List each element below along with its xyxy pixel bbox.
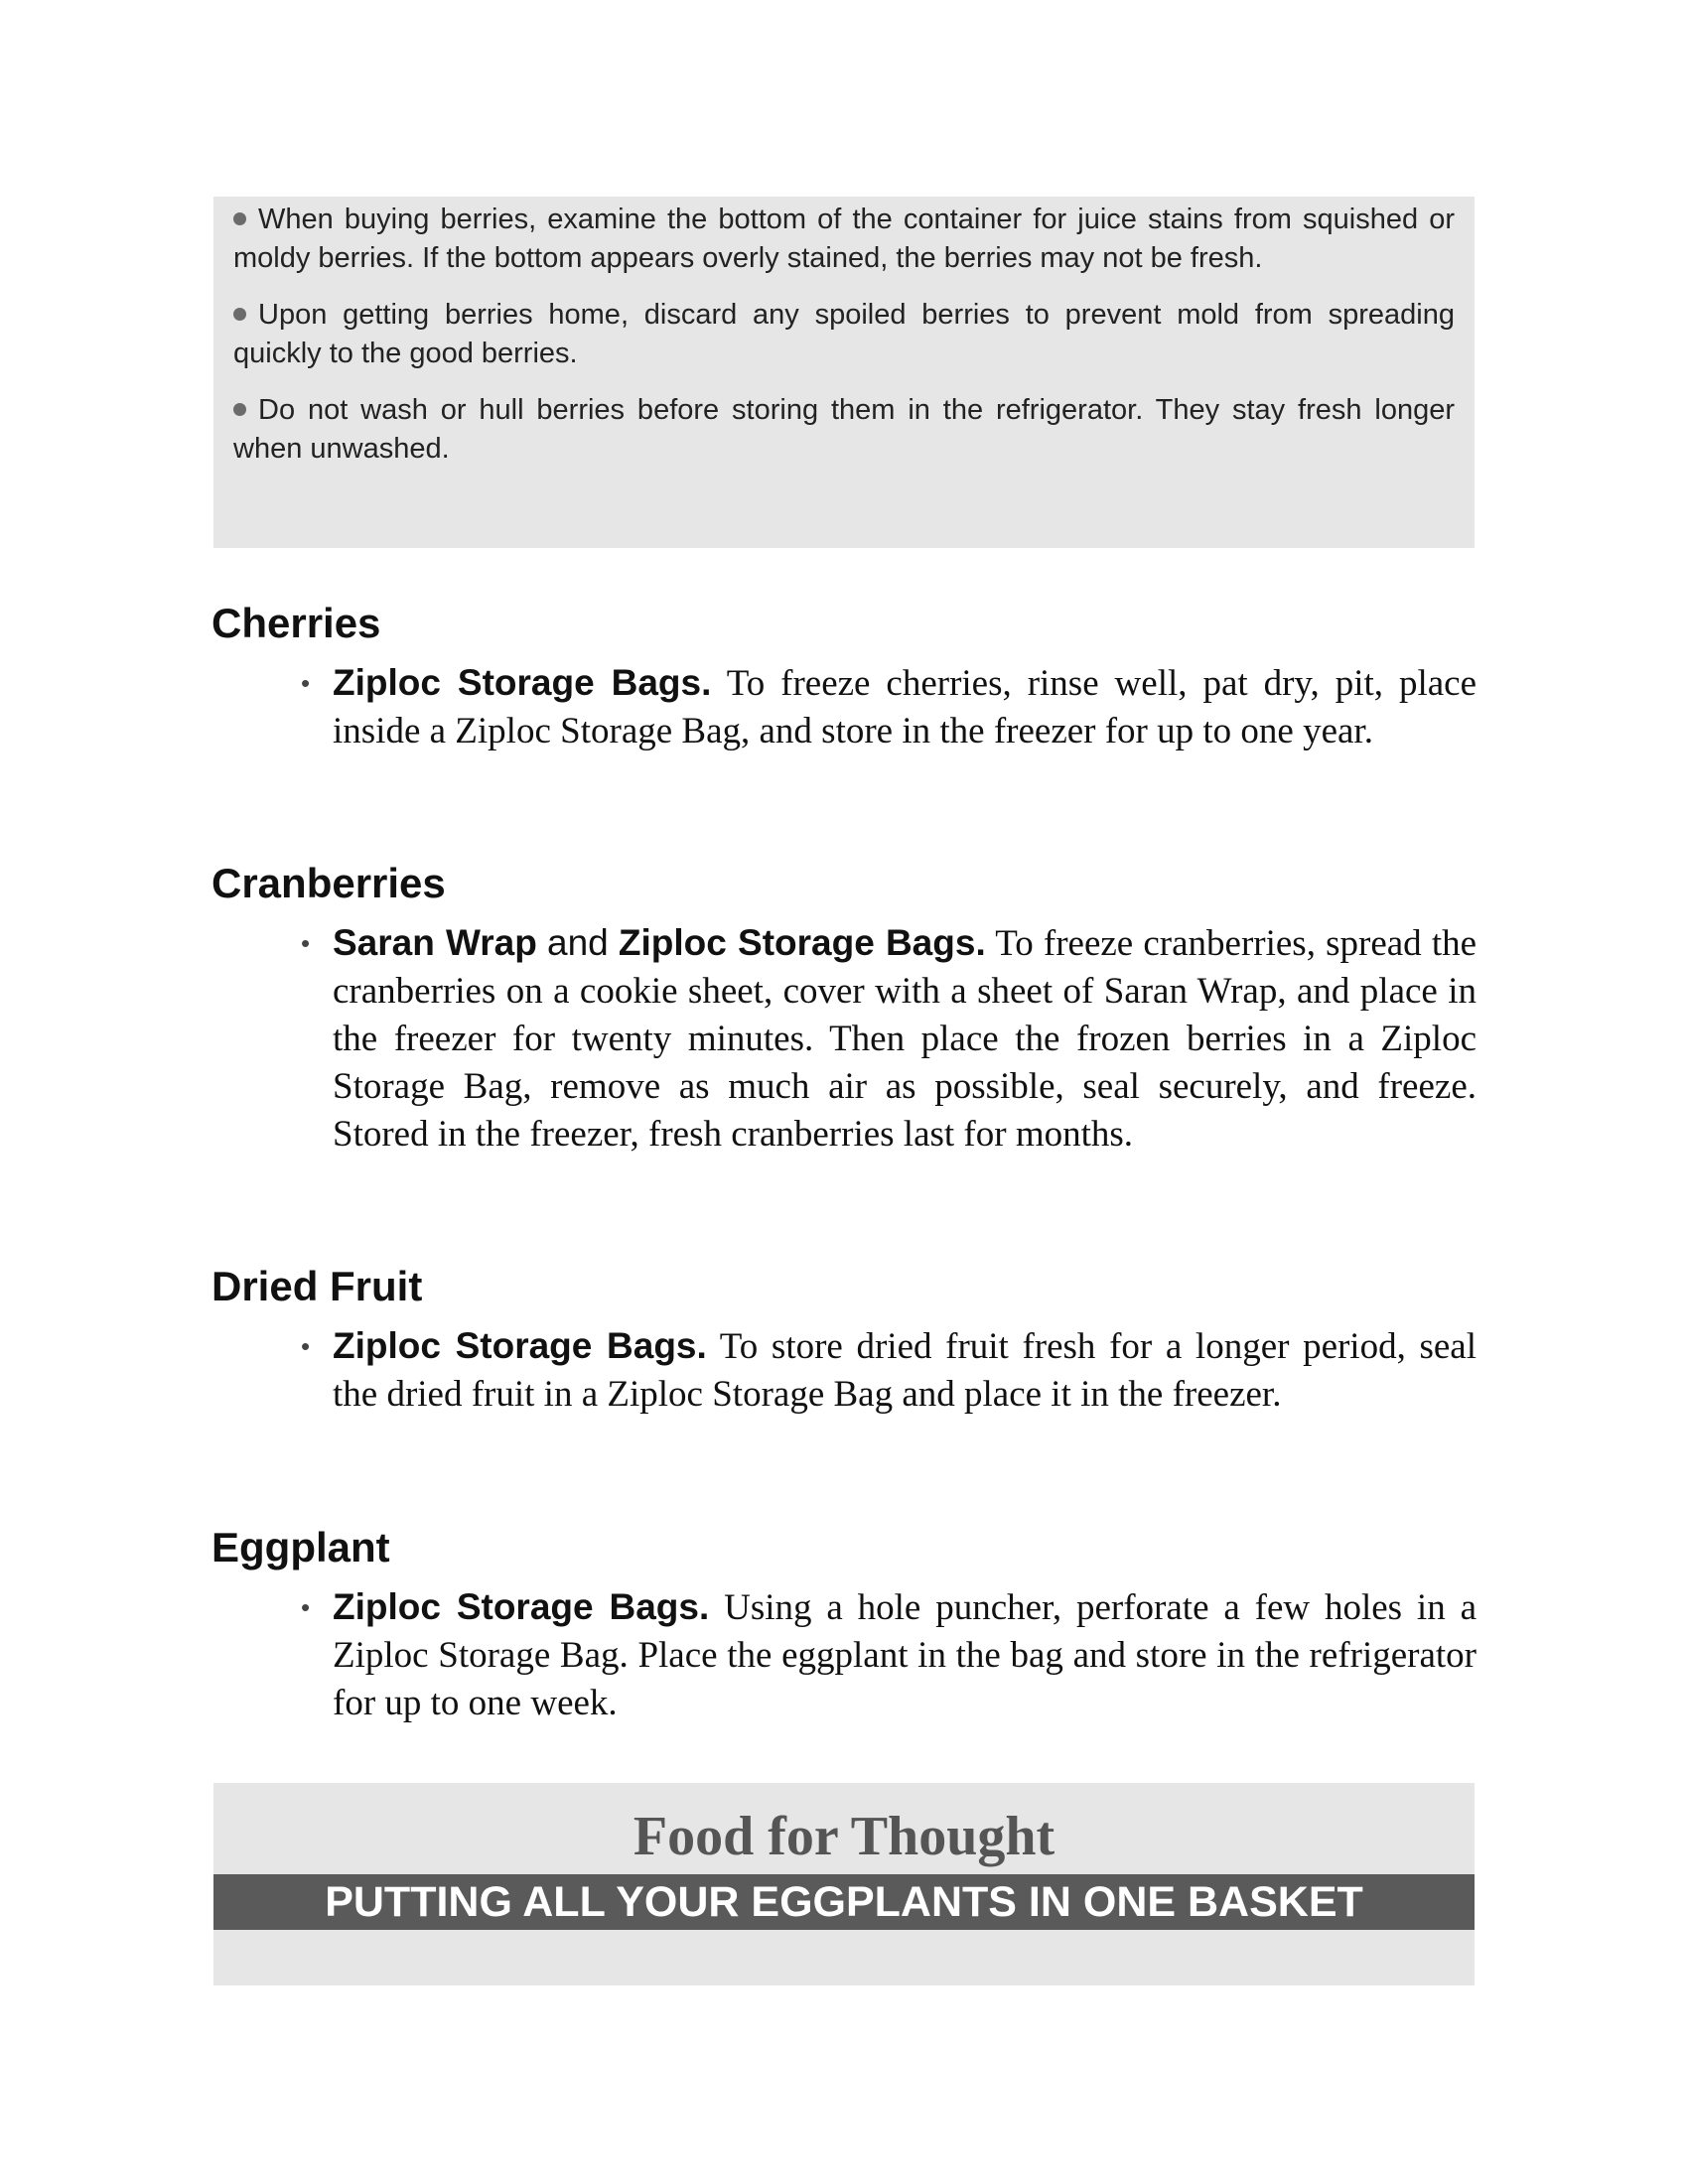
section-eggplant [211,1524,1477,1727]
bullet-icon: • [301,928,311,958]
entry [211,1322,1477,1419]
section-heading: Cranberries [211,860,446,906]
tip-text: Do not wash or hull berries before storing them in the refrigerator. They stay fresh longer when unwashed. [233,394,1455,465]
bullet-dot-icon [233,212,246,225]
tips-box [213,197,1475,548]
product-name: Ziploc Storage Bags. [333,1586,710,1627]
entry-text: Using a hole puncher, perforate a few holes in a Ziploc Storage Bag. Place the eggplant in the bag and store in the refrigerator for up to one week. [333,1587,1477,1723]
product-name: Ziploc Storage Bags. [333,662,712,703]
entry [211,659,1477,755]
tip-text: When buying berries, examine the bottom of the container for juice stains from squished or moldy berries. If the bottom appears overly stained, the berries may not be fresh. [233,204,1455,274]
bullet-icon: • [301,1592,311,1622]
tip-text: Upon getting berries home, discard any spoiled berries to prevent mold from spreading quickly to the good berries. [233,299,1455,369]
section-cranberries [211,860,1477,1159]
entry [211,919,1477,1159]
section-heading: Dried Fruit [211,1263,423,1309]
bullet-icon: • [301,668,311,698]
section-dried-fruit [211,1263,1477,1419]
product-name: Saran Wrap [333,922,537,963]
tip-item [233,296,1455,372]
product-name: Ziploc Storage Bags. [618,922,986,963]
section-heading: Eggplant [211,1524,390,1570]
food-for-thought-title: Food for Thought [633,1806,1055,1867]
tip-item [233,391,1455,468]
entry-text: To freeze cherries, rinse well, pat dry, pit, place inside a Ziploc Storage Bag, and store in the freezer for up to one year. [333,663,1477,751]
entry-text: To store dried fruit fresh for a longer period, seal the dried fruit in a Ziploc Storage Bag and place it in the freezer. [333,1326,1477,1415]
entry [211,1583,1477,1727]
product-name: Ziploc Storage Bags. [333,1325,707,1366]
section-cherries [211,600,1477,755]
bullet-dot-icon [233,403,246,416]
section-heading: Cherries [211,600,381,646]
entry-text: To freeze cranberries, spread the cranberries on a cookie sheet, cover with a sheet of Saran Wrap, and place in the freezer for twenty minutes. Then place the frozen berries in a Ziploc Storage Bag, remove as much air as possible, seal securely, and freeze. Stored in the freezer, fresh cranberries last for months. [333,923,1477,1155]
bullet-icon: • [301,1331,311,1361]
joiner-text: and [547,922,609,963]
tip-item [233,201,1455,277]
food-for-thought-box [213,1783,1475,1985]
bullet-dot-icon [233,308,246,321]
food-for-thought-banner: PUTTING ALL YOUR EGGPLANTS IN ONE BASKET [213,1874,1475,1930]
